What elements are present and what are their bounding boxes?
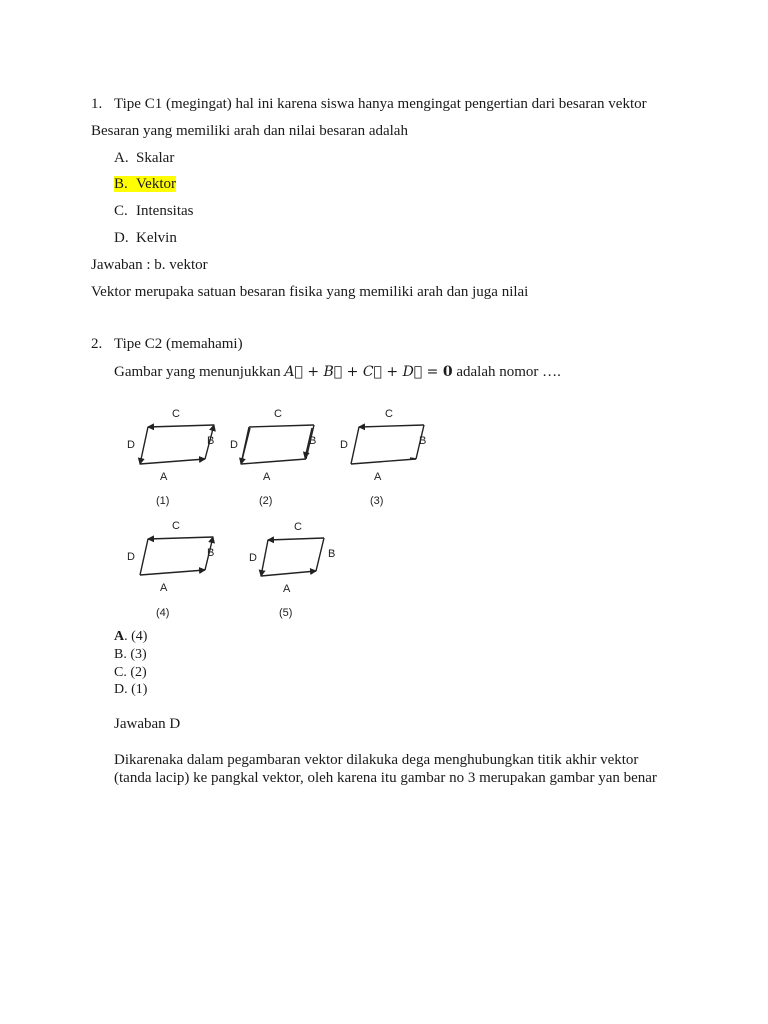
- q2-title: [91, 335, 243, 353]
- fig2-label-d: D: [230, 439, 238, 451]
- fig4-label-c: C: [172, 520, 180, 532]
- figure-3: [351, 425, 427, 464]
- figure-5: [261, 538, 324, 576]
- fig1-label-c: C: [172, 408, 180, 420]
- q2-explanation-line2: (tanda lacip) ke pangkal vektor, oleh karena itu gambar no 3 merupakan gambar yan benar: [114, 770, 657, 786]
- q1-question: Besaran yang memiliki arah dan nilai besaran adalah: [91, 123, 408, 139]
- fig1-number: (1): [156, 495, 170, 507]
- q2-question: Gambar yang menunjukkan A⃗ + B⃗ + C⃗ + D⃗ = 0 adalah nomor ….: [114, 364, 561, 380]
- fig3-number: (3): [370, 495, 384, 507]
- fig3-label-c: C: [385, 408, 393, 420]
- fig2-label-b: B: [309, 435, 317, 447]
- q2-option-d: D. (1): [114, 682, 148, 697]
- q1-title: [91, 95, 647, 113]
- q1-title-text: Tipe C1 (megingat) hal ini karena siswa hanya mengingat pengertian dari besaran vektor: [114, 96, 647, 112]
- vector-figures: [118, 400, 448, 622]
- fig4-label-a: A: [160, 582, 168, 594]
- fig4-label-b: B: [207, 547, 215, 559]
- q1-option-d: D. Kelvin: [114, 230, 177, 246]
- fig1-label-d: D: [127, 439, 135, 451]
- q1-option-b: [114, 175, 176, 193]
- fig1-label-a: A: [160, 471, 168, 483]
- fig3-label-b: B: [419, 435, 427, 447]
- figure-1: [140, 425, 214, 464]
- q1-option-a: A. Skalar: [114, 150, 175, 166]
- q2-option-b: B. (3): [114, 647, 147, 662]
- fig3-label-a: A: [374, 471, 382, 483]
- q1-explanation: Vektor merupaka satuan besaran fisika yang memiliki arah dan juga nilai: [91, 284, 529, 300]
- q2-vector-equation: A⃗ + B⃗ + C⃗ + D⃗ = 0: [284, 364, 453, 380]
- q2-option-c: C. (2): [114, 665, 147, 680]
- fig5-label-d: D: [249, 552, 257, 564]
- fig4-number: (4): [156, 607, 170, 619]
- q1-option-b-highlight: B. Vektor: [114, 176, 176, 192]
- q1-number: 1.: [91, 96, 103, 112]
- fig5-number: (5): [279, 607, 293, 619]
- fig5-label-c: C: [294, 521, 302, 533]
- q2-answer: Jawaban D: [114, 716, 181, 732]
- figure-2: [241, 425, 317, 464]
- fig2-label-a: A: [263, 471, 271, 483]
- fig2-label-c: C: [274, 408, 282, 420]
- fig5-label-a: A: [283, 583, 291, 595]
- q2-number: 2.: [91, 336, 103, 352]
- fig4-label-d: D: [127, 551, 135, 563]
- q1-option-c: C. Intensitas: [114, 203, 194, 219]
- fig1-label-b: B: [207, 435, 215, 447]
- fig5-label-b: B: [328, 548, 336, 560]
- figure-4: [140, 537, 213, 575]
- q1-answer: Jawaban : b. vektor: [91, 257, 208, 273]
- fig2-number: (2): [259, 495, 273, 507]
- q2-option-a: A. (4): [114, 629, 148, 644]
- fig3-label-d: D: [340, 439, 348, 451]
- q2-title-text: Tipe C2 (memahami): [114, 336, 243, 352]
- q2-explanation-line1: Dikarenaka dalam pegambaran vektor dilakuka dega menghubungkan titik akhir vektor: [114, 752, 639, 768]
